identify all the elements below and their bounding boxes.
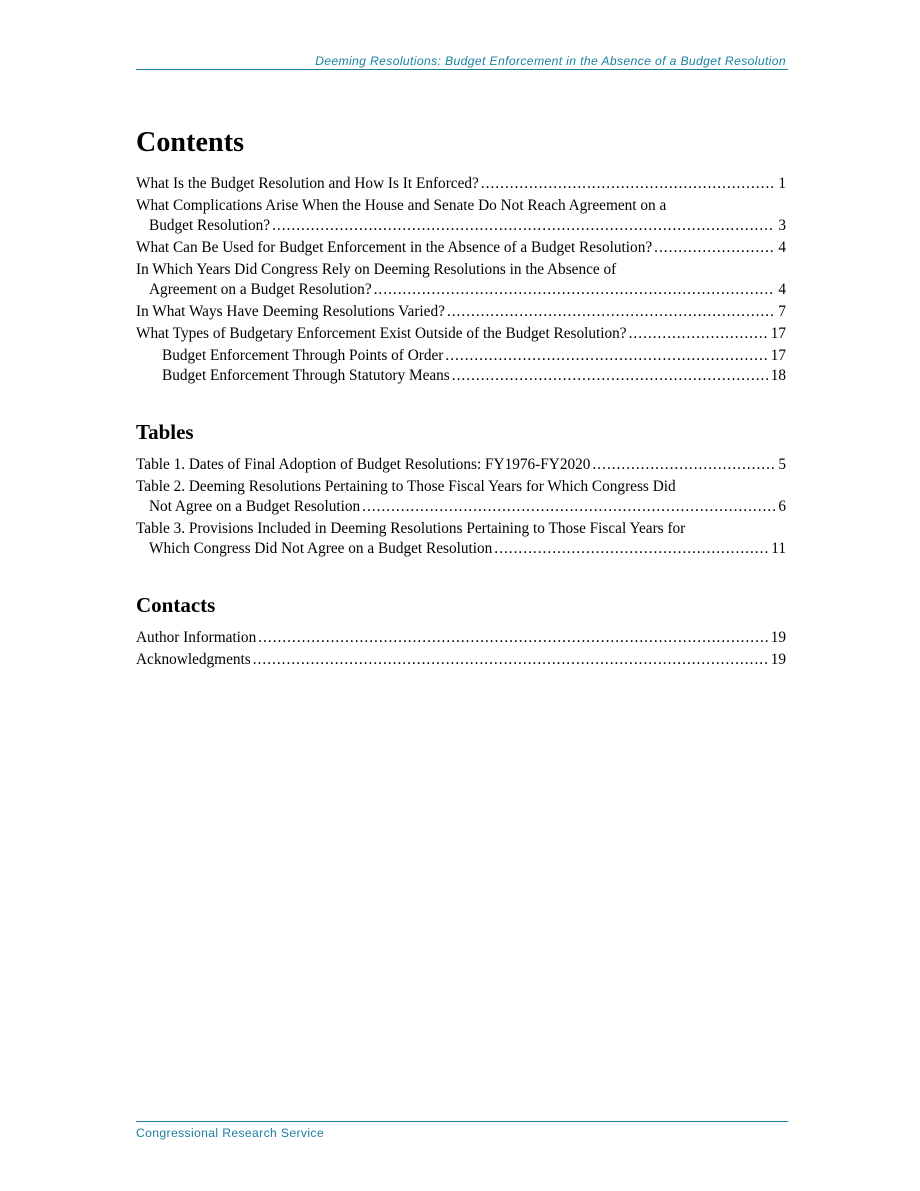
toc-entry-row	[136, 238, 786, 258]
toc-entry-title-line: Budget Enforcement Through Statutory Means	[162, 366, 450, 384]
toc-entry[interactable]	[136, 324, 786, 344]
toc-entry-row	[136, 216, 786, 236]
contacts-list	[136, 628, 786, 670]
toc-entry-title-line: Table 2. Deeming Resolutions Pertaining to Those Fiscal Years for Which Congress Did	[136, 477, 676, 495]
toc-entry-row	[136, 280, 786, 300]
running-header-title: Deeming Resolutions: Budget Enforcement in the Absence of a Budget Resolution	[315, 54, 786, 68]
contact-entry[interactable]	[136, 628, 786, 648]
dot-leader	[445, 346, 767, 366]
toc-entry-row	[136, 497, 786, 517]
toc-entry-title-line: Which Congress Did Not Agree on a Budget Resolution	[149, 539, 493, 557]
table-of-contents	[136, 126, 786, 672]
contact-entry[interactable]	[136, 650, 786, 670]
table-entry[interactable]	[136, 455, 786, 475]
toc-entry[interactable]	[136, 346, 786, 366]
toc-page-number: 19	[770, 650, 786, 668]
toc-page-number: 7	[778, 302, 786, 320]
toc-entry-row	[136, 324, 786, 344]
toc-entry-row	[136, 539, 786, 559]
contacts-heading: Contacts	[136, 592, 216, 617]
tables-list	[136, 455, 786, 559]
toc-entry-row	[136, 628, 786, 648]
toc-page-number: 11	[771, 539, 786, 557]
toc-page-number: 6	[778, 497, 786, 515]
contents-list	[136, 174, 786, 386]
toc-page-number: 4	[778, 238, 786, 256]
footer-text: Congressional Research Service	[136, 1126, 324, 1140]
toc-entry-title-line: Agreement on a Budget Resolution?	[149, 280, 372, 298]
toc-entry[interactable]	[136, 302, 786, 322]
toc-page-number: 4	[778, 280, 786, 298]
dot-leader	[592, 455, 775, 475]
dot-leader	[629, 324, 768, 344]
toc-page-number: 18	[770, 366, 786, 384]
toc-entry-title-line: In Which Years Did Congress Rely on Deeming Resolutions in the Absence of	[136, 260, 617, 278]
tables-heading: Tables	[136, 419, 194, 444]
dot-leader	[272, 216, 775, 236]
toc-entry[interactable]	[136, 196, 786, 236]
contents-heading: Contents	[136, 127, 245, 158]
toc-entry[interactable]	[136, 366, 786, 386]
toc-entry-title-line: What Is the Budget Resolution and How Is It Enforced?	[136, 174, 479, 192]
toc-page-number: 1	[778, 174, 786, 192]
toc-page-number: 3	[778, 216, 786, 234]
dot-leader	[494, 539, 768, 559]
page-footer	[136, 1121, 788, 1142]
dot-leader	[447, 302, 775, 322]
dot-leader	[258, 628, 767, 648]
toc-page-number: 19	[770, 628, 786, 646]
toc-entry-row	[136, 650, 786, 670]
dot-leader	[481, 174, 776, 194]
toc-entry-row	[136, 302, 786, 322]
dot-leader	[374, 280, 776, 300]
running-header	[136, 53, 788, 70]
toc-entry-title-line: What Can Be Used for Budget Enforcement in the Absence of a Budget Resolution?	[136, 238, 653, 256]
toc-entry-row	[136, 174, 786, 194]
toc-entry[interactable]	[136, 238, 786, 258]
toc-entry-title-line: In What Ways Have Deeming Resolutions Varied?	[136, 302, 445, 320]
toc-entry-row	[136, 455, 786, 475]
toc-entry[interactable]	[136, 174, 786, 194]
toc-entry-row	[162, 346, 786, 366]
toc-page-number: 17	[770, 324, 786, 342]
toc-entry-title-line: Not Agree on a Budget Resolution	[149, 497, 361, 515]
dot-leader	[452, 366, 768, 386]
dot-leader	[362, 497, 775, 517]
toc-entry-title-line: Budget Resolution?	[149, 216, 271, 234]
dot-leader	[253, 650, 768, 670]
toc-entry-title-line: Budget Enforcement Through Points of Order	[162, 346, 444, 364]
dot-leader	[654, 238, 775, 258]
table-entry[interactable]	[136, 477, 786, 517]
toc-entry-title-line: Table 3. Provisions Included in Deeming Resolutions Pertaining to Those Fiscal Years for	[136, 519, 686, 537]
toc-entry-title-line: Acknowledgments	[136, 650, 251, 668]
toc-page-number: 5	[778, 455, 786, 473]
toc-page-number: 17	[770, 346, 786, 364]
table-entry[interactable]	[136, 519, 786, 559]
toc-entry-title-line: Table 1. Dates of Final Adoption of Budget Resolutions: FY1976-FY2020	[136, 455, 591, 473]
toc-entry-title-line: Author Information	[136, 628, 257, 646]
toc-entry-title-line: What Types of Budgetary Enforcement Exist Outside of the Budget Resolution?	[136, 324, 627, 342]
toc-entry-title-line: What Complications Arise When the House and Senate Do Not Reach Agreement on a	[136, 196, 667, 214]
toc-entry-row	[162, 366, 786, 386]
toc-entry[interactable]	[136, 260, 786, 300]
